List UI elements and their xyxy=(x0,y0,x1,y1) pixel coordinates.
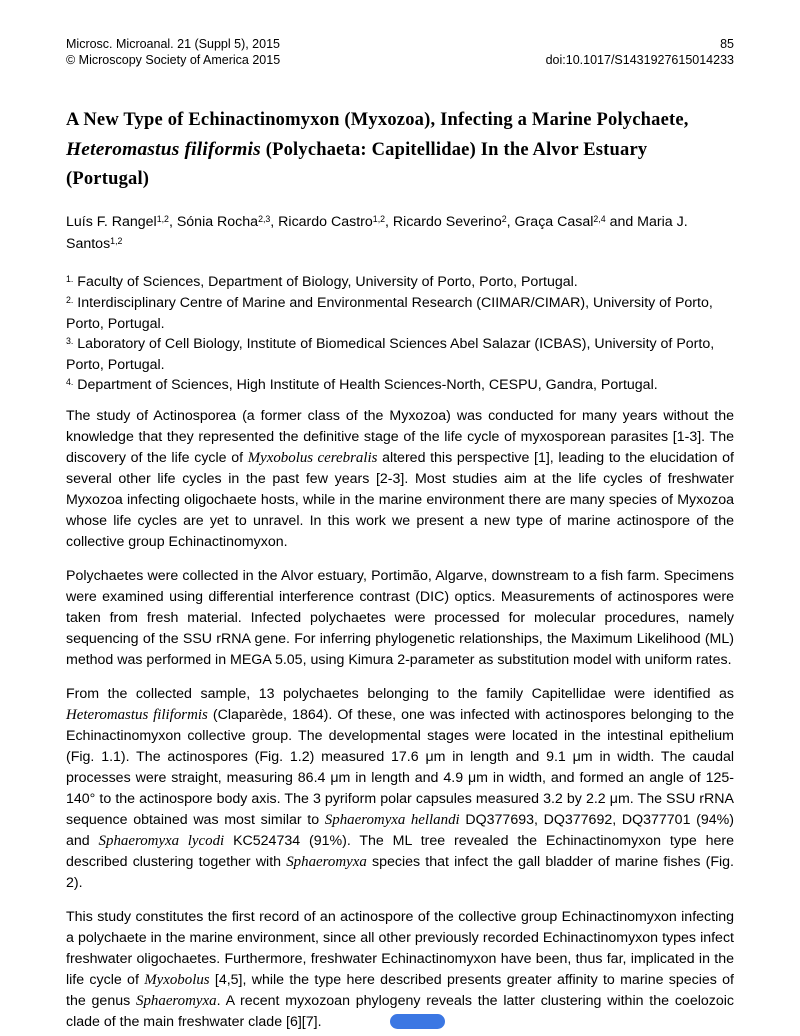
abstract-paragraph: The study of Actinosporea (a former class of the Myxozoa) was conducted for many years without the knowledge that they represented the definitive stage of the life cycle of myxosporean parasites [1-3]. The discovery of the life cycle of Myxobolus cerebralis altered this perspective [1], leading to the elucidation of several other life cycles in the past few years [2-3]. Most studies aim at the life cycles of freshwater Myxozoa infecting oligochaete hosts, while in the marine environment there are many species of Myxozoa whose life cycles are yet to unravel. In this work we present a new type of marine actinospore of the collective group Echinactinomyxon. xyxy=(66,408,734,550)
abstract-paragraph: Polychaetes were collected in the Alvor estuary, Portimão, Algarve, downstream to a fish farm. Specimens were examined using differential interference contrast (DIC) optics. Measurements of actinospores were taken from fresh material. Infected polychaetes were processed for molecular procedures, namely sequencing of the SSU rRNA gene. For inferring phylogenetic relationships, the Maximum Likelihood (ML) method was performed in MEGA 5.05, using Kimura 2-parameter as substitution model with uniform rates. xyxy=(66,568,734,668)
affiliation-item: $^{3.}$ Laboratory of Cell Biology, Institute of Biomedical Sciences Abel Salazar (ICBAS), University of Porto, Porto, Portugal. xyxy=(66,335,715,373)
affiliation-item: $^{1.}$ Faculty of Sciences, Department of Biology, University of Porto, Porto, Portugal. xyxy=(66,273,578,290)
page-number: 85 xyxy=(720,37,734,51)
affiliations-list xyxy=(66,272,734,396)
abstract-body xyxy=(66,406,734,1033)
page-header xyxy=(66,36,734,68)
affiliation-item: $^{4.}$ Department of Sciences, High Institute of Health Sciences-North, CESPU, Gandra, Portugal. xyxy=(66,376,658,393)
header-left xyxy=(66,36,280,68)
abstract-paragraph: From the collected sample, 13 polychaetes belonging to the family Capitellidae were identified as Heteromastus filiformis (Claparède, 1864). Of these, one was infected with actinospores belonging to the Echinactinomyxon collective group. The developmental stages were located in the intestinal epithelium (Fig. 1.1). The actinospores (Fig. 1.2) measured 17.6 μm in length and 9.1 μm in width. The caudal processes were straight, measuring 86.4 μm in length and 4.9 μm in width, and formed an angle of 125-140° to the actinospore body axis. The 3 pyriform polar capsules measured 3.2 by 2.2 μm. The SSU rRNA sequence obtained was most similar to Sphaeromyxa hellandi DQ377693, DQ377692, DQ377701 (94%) and Sphaeromyxa lycodi KC524734 (91%). The ML tree revealed the Echinactinomyxon type here described clustering together with Sphaeromyxa species that infect the gall bladder of marine fishes (Fig. 2). xyxy=(66,686,734,891)
scroll-indicator[interactable] xyxy=(390,1014,445,1029)
authors-line: Luís F. Rangel$^{1,2}$, Sónia Rocha$^{2,3}$, Ricardo Castro$^{1,2}$, Ricardo Severino$^2$, Graça Casal$^{2,4}$ and Maria J. Santos$^{1,2}$ xyxy=(66,213,688,252)
header-right xyxy=(546,36,734,68)
paper-title xyxy=(66,106,734,194)
affiliation-item: $^{2.}$ Interdisciplinary Centre of Marine and Environmental Research (CIIMAR/CIMAR), University of Porto, Porto, Portugal. xyxy=(66,294,713,332)
doi: doi:10.1017/S1431927615014233 xyxy=(545,53,734,67)
copyright-notice: © Microscopy Society of America 2015 xyxy=(66,53,281,67)
abstract-paragraph: This study constitutes the first record of an actinospore of the collective group Echinactinomyxon infecting a polychaete in the marine environment, since all other previously recorded Echinactinomyxon types infect freshwater oligochaetes. Furthermore, freshwater Echinactinomyxon have been, thus far, implicated in the life cycle of Myxobolus [4,5], while the type here described presents greater affinity to marine species of the genus Sphaeromyxa. A recent myxozoan phylogeny reveals the latter clustering within the coelozoic clade of the main freshwater clade [6][7]. xyxy=(66,909,734,1030)
title-line-1: A New Type of Echinactinomyxon (Myxozoa), Infecting a Marine Polychaete, xyxy=(66,110,689,130)
title-line-2: Heteromastus filiformis (Polychaeta: Capitellidae) In the Alvor Estuary (Portugal) xyxy=(66,139,648,189)
journal-reference: Microsc. Microanal. 21 (Suppl 5), 2015 xyxy=(66,37,280,51)
